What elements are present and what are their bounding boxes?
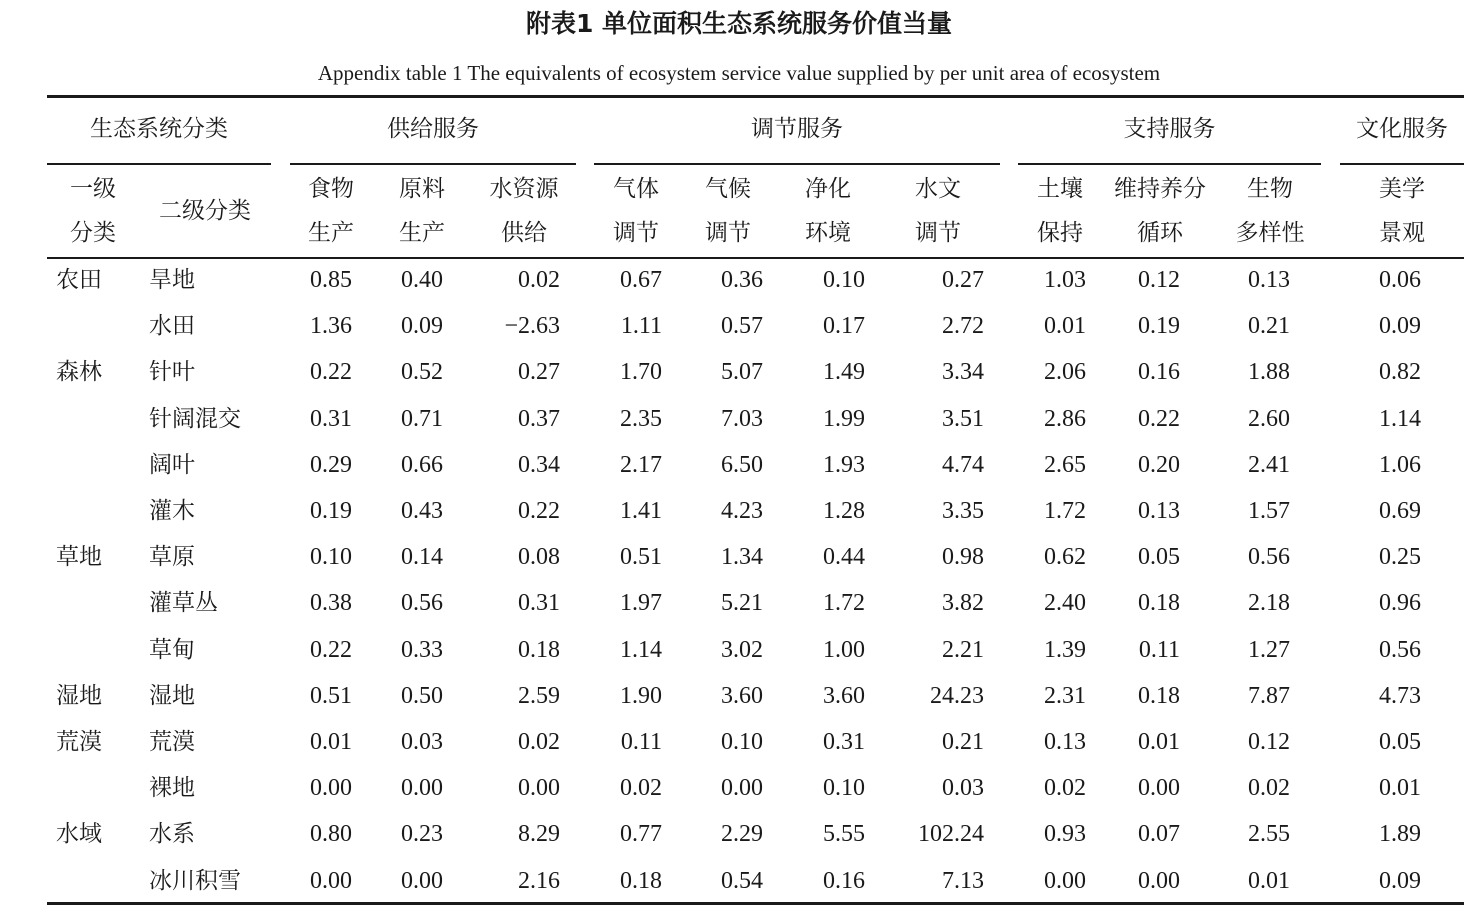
cell-climate: 0.00 [721,775,763,802]
cell-purify: 0.16 [823,867,865,894]
cell-purify: 0.10 [823,267,865,293]
cell-climate: 7.03 [721,405,763,432]
group-rule-classification [47,163,271,165]
subheader-bio-line2: 多样性 [1235,220,1305,246]
cell-climate: 4.23 [721,498,763,524]
cell-aesthetic: 0.25 [1379,544,1421,571]
cell-purify: 1.93 [823,451,865,478]
cell-soil: 0.01 [1044,313,1086,340]
cell-raw: 0.56 [401,590,443,617]
cell-nutrient: 0.00 [1138,775,1180,802]
cell-level1: 水域 [56,821,102,848]
cell-level2: 阔叶 [149,451,195,478]
cell-food: 0.01 [310,729,352,755]
cell-raw: 0.09 [401,313,443,340]
subheader-water-supply-line1: 水资源 [489,176,559,202]
top-rule [47,95,1464,98]
cell-raw: 0.50 [401,682,443,709]
cell-water-supply: −2.63 [504,313,560,340]
subheader-food-line2: 生产 [308,220,354,246]
cell-aesthetic: 4.73 [1379,682,1421,709]
cell-hydro: 3.35 [942,498,984,524]
cell-food: 0.31 [310,405,352,432]
cell-bio: 0.21 [1248,313,1290,340]
subheader-raw-line2: 生产 [399,220,445,246]
cell-level2: 草原 [149,544,195,571]
subheader-gas-line1: 气体 [613,176,659,202]
cell-purify: 1.28 [823,498,865,524]
cell-level1: 湿地 [56,682,102,709]
cell-level2: 灌草丛 [149,590,218,617]
cell-gas: 0.02 [620,775,662,802]
cell-climate: 5.07 [721,359,763,386]
cell-purify: 1.72 [823,590,865,617]
cell-level2: 灌木 [149,498,195,524]
subheader-hydro-line1: 水文 [915,176,961,202]
group-header-provisioning: 供给服务 [387,116,479,142]
cell-food: 0.00 [310,775,352,802]
cell-gas: 1.70 [620,359,662,386]
cell-bio: 1.88 [1248,359,1290,386]
cell-nutrient: 0.20 [1138,451,1180,478]
cell-hydro: 102.24 [918,821,984,848]
cell-hydro: 3.51 [942,405,984,432]
cell-gas: 1.97 [620,590,662,617]
cell-hydro: 0.03 [942,775,984,802]
cell-raw: 0.33 [401,636,443,663]
cell-bio: 0.12 [1248,729,1290,755]
cell-level2: 针叶 [149,359,195,386]
cell-soil: 2.65 [1044,451,1086,478]
cell-food: 0.29 [310,451,352,478]
group-header-cultural: 文化服务 [1356,116,1448,142]
cell-hydro: 3.34 [942,359,984,386]
cell-soil: 1.03 [1044,267,1086,293]
cell-purify: 1.00 [823,636,865,663]
cell-soil: 1.72 [1044,498,1086,524]
cell-water-supply: 0.31 [518,590,560,617]
cell-bio: 0.56 [1248,544,1290,571]
cell-gas: 0.77 [620,821,662,848]
cell-raw: 0.00 [401,775,443,802]
cell-raw: 0.00 [401,867,443,894]
cell-water-supply: 0.02 [518,267,560,293]
cell-food: 0.00 [310,867,352,894]
cell-aesthetic: 0.05 [1379,729,1421,755]
cell-raw: 0.03 [401,729,443,755]
cell-purify: 0.10 [823,775,865,802]
cell-climate: 0.54 [721,867,763,894]
cell-water-supply: 0.22 [518,498,560,524]
cell-raw: 0.66 [401,451,443,478]
cell-raw: 0.71 [401,405,443,432]
cell-soil: 0.93 [1044,821,1086,848]
cell-purify: 5.55 [823,821,865,848]
cell-hydro: 3.82 [942,590,984,617]
cell-soil: 2.86 [1044,405,1086,432]
group-header-classification: 生态系统分类 [90,116,228,142]
subheader-climate-line1: 气候 [705,176,751,202]
cell-level1: 农田 [56,267,102,293]
cell-nutrient: 0.01 [1138,729,1180,755]
cell-gas: 1.41 [620,498,662,524]
cell-aesthetic: 0.82 [1379,359,1421,386]
cell-food: 1.36 [310,313,352,340]
cell-gas: 0.67 [620,267,662,293]
cell-hydro: 2.72 [942,313,984,340]
cell-hydro: 7.13 [942,867,984,894]
cell-aesthetic: 0.56 [1379,636,1421,663]
subheader-nutrient-line2: 循环 [1137,220,1183,246]
cell-purify: 1.49 [823,359,865,386]
cell-gas: 2.35 [620,405,662,432]
cell-soil: 2.40 [1044,590,1086,617]
cell-food: 0.51 [310,682,352,709]
cell-level2: 冰川积雪 [149,867,241,894]
cell-water-supply: 2.59 [518,682,560,709]
cell-food: 0.19 [310,498,352,524]
cell-nutrient: 0.16 [1138,359,1180,386]
subheader-level2: 二级分类 [159,198,251,224]
cell-hydro: 2.21 [942,636,984,663]
cell-bio: 2.55 [1248,821,1290,848]
cell-gas: 0.18 [620,867,662,894]
cell-aesthetic: 0.96 [1379,590,1421,617]
cell-climate: 3.60 [721,682,763,709]
subheader-aesthetic-line2: 景观 [1379,220,1425,246]
cell-food: 0.38 [310,590,352,617]
bottom-rule [47,902,1464,905]
subheader-climate-line2: 调节 [705,220,751,246]
cell-raw: 0.52 [401,359,443,386]
cell-food: 0.85 [310,267,352,293]
cell-climate: 3.02 [721,636,763,663]
cell-hydro: 0.98 [942,544,984,571]
cell-climate: 2.29 [721,821,763,848]
cell-bio: 2.18 [1248,590,1290,617]
cell-hydro: 24.23 [930,682,984,709]
subheader-soil-line1: 土壤 [1037,176,1083,202]
group-rule-cultural [1340,163,1464,165]
cell-bio: 1.27 [1248,636,1290,663]
cell-bio: 2.60 [1248,405,1290,432]
cell-soil: 0.13 [1044,729,1086,755]
cell-aesthetic: 0.01 [1379,775,1421,802]
cell-climate: 0.10 [721,729,763,755]
header-bottom-rule [47,257,1464,259]
cell-water-supply: 8.29 [518,821,560,848]
group-header-regulating: 调节服务 [751,116,843,142]
subheader-purify-line2: 环境 [805,220,851,246]
cell-level1: 草地 [56,544,102,571]
cell-level2: 湿地 [149,682,195,709]
cell-level2: 水田 [149,313,195,340]
subheader-water-supply-line2: 供给 [501,220,547,246]
cell-nutrient: 0.19 [1138,313,1180,340]
subheader-hydro-line2: 调节 [915,220,961,246]
cell-bio: 0.13 [1248,267,1290,293]
cell-soil: 0.00 [1044,867,1086,894]
cell-water-supply: 0.00 [518,775,560,802]
cell-bio: 0.01 [1248,867,1290,894]
cell-raw: 0.14 [401,544,443,571]
cell-water-supply: 0.27 [518,359,560,386]
group-rule-supporting [1018,163,1321,165]
cell-nutrient: 0.05 [1138,544,1180,571]
subheader-soil-line2: 保持 [1037,220,1083,246]
cell-water-supply: 0.08 [518,544,560,571]
cell-hydro: 0.27 [942,267,984,293]
subheader-purify-line1: 净化 [805,176,851,202]
cell-nutrient: 0.11 [1138,636,1180,663]
subheader-level1-line1: 一级 [70,176,116,202]
cell-aesthetic: 1.06 [1379,451,1421,478]
cell-food: 0.10 [310,544,352,571]
cell-aesthetic: 0.06 [1379,267,1421,293]
cell-water-supply: 0.18 [518,636,560,663]
cell-nutrient: 0.22 [1138,405,1180,432]
cell-water-supply: 2.16 [518,867,560,894]
subheader-aesthetic-line1: 美学 [1379,176,1425,202]
cell-hydro: 0.21 [942,729,984,755]
table-title: 附表1 单位面积生态系统服务价值当量 [525,9,953,38]
cell-food: 0.22 [310,636,352,663]
cell-soil: 2.06 [1044,359,1086,386]
cell-bio: 1.57 [1248,498,1290,524]
cell-level2: 针阔混交 [149,405,241,432]
cell-bio: 0.02 [1248,775,1290,802]
cell-purify: 0.31 [823,729,865,755]
subheader-bio-line1: 生物 [1247,176,1293,202]
cell-purify: 0.17 [823,313,865,340]
cell-gas: 0.51 [620,544,662,571]
cell-gas: 1.11 [620,313,662,340]
cell-gas: 1.14 [620,636,662,663]
cell-aesthetic: 0.69 [1379,498,1421,524]
group-rule-provisioning [290,163,576,165]
cell-water-supply: 0.37 [518,405,560,432]
subheader-gas-line2: 调节 [613,220,659,246]
cell-aesthetic: 0.09 [1379,867,1421,894]
cell-level2: 裸地 [149,775,195,802]
cell-water-supply: 0.34 [518,451,560,478]
subheader-level1-line2: 分类 [70,220,116,246]
cell-nutrient: 0.12 [1138,267,1180,293]
cell-raw: 0.40 [401,267,443,293]
cell-bio: 7.87 [1248,682,1290,709]
cell-nutrient: 0.18 [1138,590,1180,617]
cell-purify: 3.60 [823,682,865,709]
cell-climate: 5.21 [721,590,763,617]
cell-level2: 荒漠 [149,729,195,755]
cell-level2: 草甸 [149,636,195,663]
group-header-supporting: 支持服务 [1123,116,1216,142]
cell-raw: 0.23 [401,821,443,848]
cell-level1: 森林 [56,359,102,386]
cell-aesthetic: 1.89 [1379,821,1421,848]
cell-water-supply: 0.02 [518,729,560,755]
cell-gas: 0.11 [620,729,662,755]
cell-food: 0.22 [310,359,352,386]
subheader-food-line1: 食物 [308,176,354,202]
cell-level2: 旱地 [149,267,195,293]
group-rule-regulating [594,163,1000,165]
cell-soil: 0.02 [1044,775,1086,802]
cell-climate: 1.34 [721,544,763,571]
cell-climate: 6.50 [721,451,763,478]
cell-soil: 1.39 [1044,636,1086,663]
cell-nutrient: 0.00 [1138,867,1180,894]
cell-aesthetic: 0.09 [1379,313,1421,340]
cell-gas: 1.90 [620,682,662,709]
subheader-nutrient-line1: 维持养分 [1114,176,1206,202]
cell-hydro: 4.74 [942,451,984,478]
cell-raw: 0.43 [401,498,443,524]
table-subtitle: Appendix table 1 The equivalents of ecosystem service value supplied by per unit area of ecosystem [317,61,1161,85]
cell-purify: 0.44 [823,544,865,571]
cell-climate: 0.36 [721,267,763,293]
cell-purify: 1.99 [823,405,865,432]
cell-soil: 2.31 [1044,682,1086,709]
cell-gas: 2.17 [620,451,662,478]
cell-level2: 水系 [149,821,195,848]
cell-climate: 0.57 [721,313,763,340]
cell-nutrient: 0.13 [1138,498,1180,524]
cell-nutrient: 0.07 [1138,821,1180,848]
cell-soil: 0.62 [1044,544,1086,571]
cell-level1: 荒漠 [56,729,102,755]
cell-food: 0.80 [310,821,352,848]
subheader-raw-line1: 原料 [399,176,445,202]
cell-aesthetic: 1.14 [1379,405,1421,432]
cell-bio: 2.41 [1248,451,1290,478]
cell-nutrient: 0.18 [1138,682,1180,709]
